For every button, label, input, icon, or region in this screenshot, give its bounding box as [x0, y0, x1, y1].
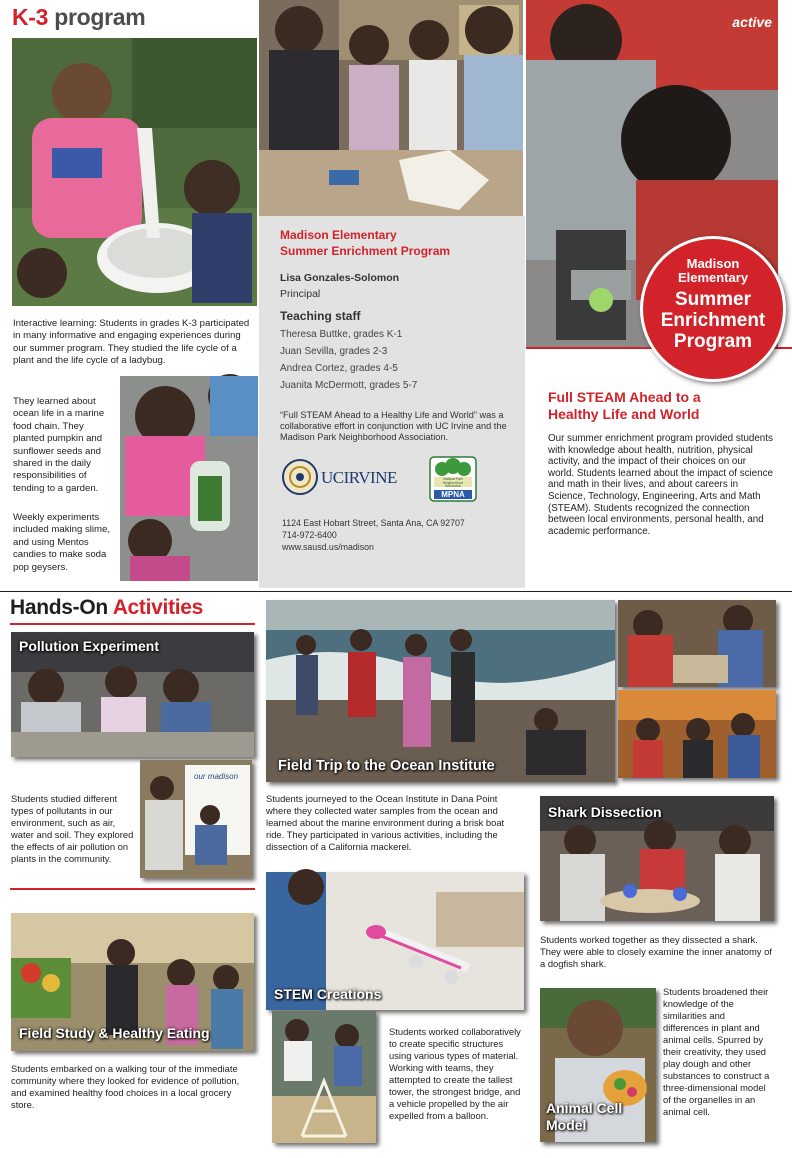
collaboration-quote: “Full STEAM Ahead to a Healthy Life and World” was a collaborative effort in conjunction with UC Irvine and the Madison Park Neighborhood Association. — [280, 410, 507, 442]
photo-ocean-institute — [266, 600, 615, 782]
hands-on-heading — [10, 596, 203, 620]
photo-pollution-experiment — [11, 632, 254, 757]
steam-heading: Full STEAM Ahead to a Healthy Life and World — [548, 389, 701, 422]
ocean-label: Field Trip to the Ocean Institute — [278, 758, 495, 774]
school-name-line2: Summer Enrichment Program — [280, 244, 451, 258]
badge-line2: Elementary — [677, 270, 749, 285]
whiteboard-text: our madison — [194, 772, 239, 781]
stem-label: STEM Creations — [274, 986, 382, 1002]
k3-heading — [12, 4, 145, 31]
stem-text: Students worked collaboratively to create specific structures using various types of material. Working with teams, they attempted to create the tallest tower, the strongest bridge, and a vehicle propelled by the air expelled from a balloon. — [389, 1026, 521, 1121]
ocean-text: Students journeyed to the Ocean Institute in Dana Point where they collected water samples from the ocean and learned about the marine environment during a brisk boat ride. They participated in various activities, including the dissection of a California mackerel. — [266, 793, 505, 852]
hands-on-heading-dark: Hands-On — [10, 596, 108, 619]
photo-classroom-models — [259, 0, 523, 216]
animal-cell-label: Animal Cell Model — [546, 1100, 623, 1133]
staff-member: Theresa Buttke, grades K-1 — [280, 329, 403, 340]
photo-shark-dissection — [540, 796, 774, 921]
photo-stem-creations — [266, 872, 524, 1010]
photo-plant-jars-image — [120, 376, 258, 581]
hands-on-heading-red: Activities — [107, 596, 204, 619]
school-website: www.sausd.us/madison — [282, 542, 374, 552]
school-name-line1: Madison Elementary — [280, 228, 397, 242]
badge-line5: Program — [673, 331, 753, 352]
mpna-logo — [428, 455, 478, 503]
principal-name: Lisa Gonzales-Solomon — [280, 272, 400, 284]
photo-tower-image — [272, 1011, 376, 1143]
k3-intro-text: Interactive learning: Students in grades K-3 participated in many informative and engaging experiences during our summer program. They studied the life cycle of a plant and the life cycle of a ladybug. — [13, 318, 250, 367]
uci-logo — [282, 459, 397, 495]
mpna-small-text: Madison Park Neighborhood Association — [442, 477, 464, 489]
hands-on-red-rule — [10, 623, 255, 625]
photo-ocean-institute-lab — [618, 690, 776, 778]
badge-line1: Madison — [686, 256, 740, 271]
uci-wordmark: UCIRVINE — [321, 468, 397, 487]
steam-body: Our summer enrichment program provided students with knowledge about health, nutrition, physical activity, and the impact of their choices on our world. Students learned about the impact of science and math in their lives, and about careers in Science, Technology, Engineering, Arts and Math (STEAM). Students recognized the connection between local environments, personal health, and academic performance. — [548, 433, 773, 537]
staff-member: Juanita McDermott, grades 5-7 — [280, 380, 418, 391]
photo-mackerel-dissection — [618, 600, 776, 687]
photo-plant-jars — [120, 376, 258, 581]
badge-line4: Enrichment — [660, 310, 766, 331]
photo-field-study — [11, 913, 254, 1051]
pollution-red-rule — [10, 888, 255, 890]
photo-classroom-image — [259, 0, 523, 216]
staff-member: Juan Sevilla, grades 2-3 — [280, 346, 388, 357]
k3-slime-text: Weekly experiments included making slime, and using Mentos candies to make soda pop geysers. — [13, 512, 111, 573]
photo-animal-cell — [540, 988, 656, 1142]
school-phone: 714-972-6400 — [282, 530, 337, 540]
school-address: 1124 East Hobart Street, Santa Ana, CA 92707 — [282, 518, 465, 528]
photo-whiteboard — [140, 760, 252, 878]
k3-heading-gray: program — [48, 4, 146, 30]
photo-ocean-image — [266, 600, 615, 782]
k3-heading-red: K-3 — [12, 4, 49, 30]
photo-slime-making — [12, 38, 257, 306]
uci-seal-icon — [282, 459, 318, 495]
k3-ocean-text: They learned about ocean life in a marine food chain. They planted pumpkin and sunflower seeds and shared in the daily responsibilities of tending to a garden. — [13, 396, 105, 494]
photo-slime-image — [12, 38, 257, 306]
photo-straw-tower — [272, 1011, 376, 1143]
pollution-label: Pollution Experiment — [19, 638, 160, 654]
active-watermark: active — [732, 14, 772, 30]
program-badge — [640, 236, 786, 382]
staff-member: Andrea Cortez, grades 4-5 — [280, 363, 398, 374]
pollution-text: Students studied different types of pollutants in our environment, such as air, water and soil. They explored the effects of air pollution on plants in the community. — [11, 793, 134, 864]
shark-label: Shark Dissection — [548, 804, 662, 820]
badge-line3: Summer — [674, 289, 752, 310]
photo-mackerel-image — [618, 600, 776, 687]
field-study-label: Field Study & Healthy Eating — [19, 1025, 210, 1041]
field-study-text: Students embarked on a walking tour of the immediate community where they looked for evidence of pollution, and examined healthy food choices in a local grocery store. — [11, 1063, 240, 1110]
section-divider — [0, 591, 792, 592]
photo-lab-image — [618, 690, 776, 778]
teaching-staff-heading: Teaching staff — [280, 309, 361, 323]
animal-cell-text: Students broadened their knowledge of the similarities and differences in plant and animal cells. Spurred by their creativity, they used play dough and other substances to construct a three-dimensional model of the organelles in an animal cell. — [663, 986, 770, 1117]
shark-text: Students worked together as they dissected a shark. They were able to closely examine the inner anatomy of a dogfish shark. — [540, 934, 772, 969]
principal-role: Principal — [280, 288, 321, 300]
mpna-wordmark: MPNA — [441, 490, 465, 499]
